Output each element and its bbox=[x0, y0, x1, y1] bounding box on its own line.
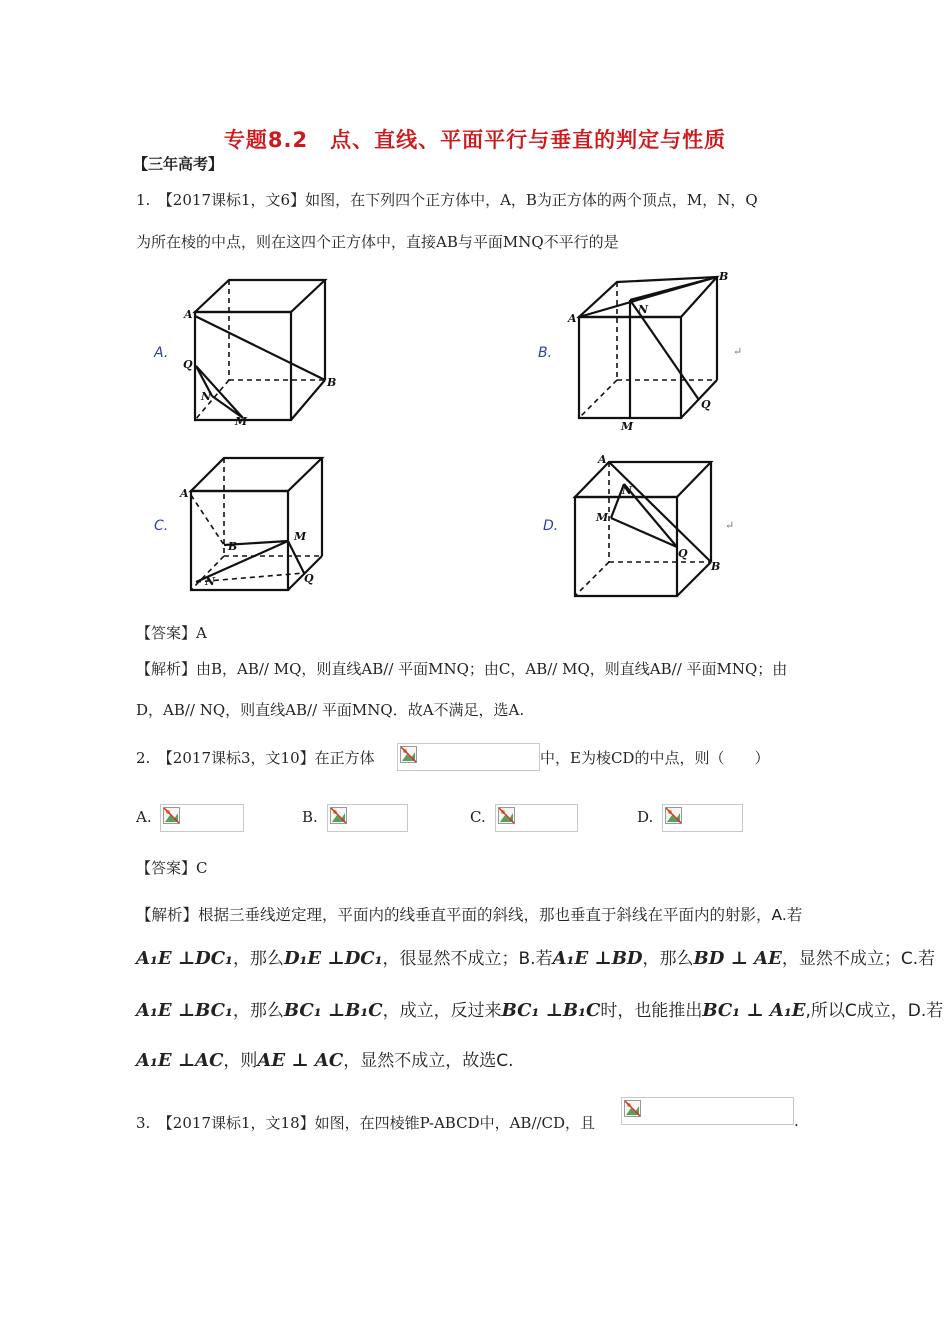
q2-analysis-line1: 【解析】根据三垂线逆定理，平面内的线垂直平面的斜线，那也垂直于斜线在平面内的射影，A.若 bbox=[136, 906, 803, 924]
math-expression: BC₁ ⊥B₁C bbox=[501, 1000, 601, 1021]
q1-option-d: D. bbox=[543, 518, 559, 534]
cube-b-label-q: Q bbox=[701, 398, 711, 411]
math-expression: BC₁ ⊥B₁C bbox=[283, 1000, 383, 1021]
missing-image-cube-name bbox=[397, 743, 540, 771]
q2-analysis-line4 bbox=[136, 1046, 514, 1071]
q1-option-a: A. bbox=[154, 345, 169, 361]
q1-analysis-line1: 【解析】由B，AB// MQ，则直线AB// 平面MNQ；由C，AB// MQ，则直线AB// 平面MNQ；由 bbox=[136, 660, 788, 678]
text-run: ，则 bbox=[223, 1051, 258, 1071]
math-expression: D₁E ⊥DC₁ bbox=[283, 948, 383, 969]
section-heading: 【三年高考】 bbox=[133, 155, 224, 173]
text-run: 时，也能推出 bbox=[600, 1001, 703, 1021]
missing-image-q3-condition bbox=[621, 1097, 794, 1125]
cube-a-label-m: M bbox=[235, 415, 248, 428]
text-run: ，那么 bbox=[232, 1001, 284, 1021]
cube-d-label-b: B bbox=[711, 560, 721, 573]
q1-analysis-line2: D，AB// NQ，则直线AB// 平面MNQ．故A不满足，选A. bbox=[136, 701, 525, 719]
cube-a-label-q: Q bbox=[183, 358, 193, 371]
return-mark: ↵ bbox=[733, 345, 743, 358]
cube-c-label-a: A bbox=[180, 487, 189, 500]
q2-stem-prefix: 2. 【2017课标3，文10】在正方体 bbox=[136, 749, 375, 767]
q3-stem-prefix: 3. 【2017课标1，文18】如图，在四棱锥P-ABCD中，AB//CD，且 bbox=[136, 1114, 596, 1132]
q2-answer: 【答案】C bbox=[136, 859, 208, 877]
q2-analysis-line3 bbox=[136, 996, 943, 1021]
cube-figure-d bbox=[0, 0, 950, 644]
broken-image-icon bbox=[498, 807, 515, 824]
text-run: ，那么 bbox=[232, 949, 284, 969]
q1-option-b: B. bbox=[538, 345, 553, 361]
q2-option-c: C. bbox=[470, 808, 486, 826]
page-title: 专题8.2 点、直线、平面平行与垂直的判定与性质 bbox=[223, 128, 727, 152]
math-expression: A₁E ⊥BD bbox=[552, 948, 643, 969]
text-run: ，很显然不成立；B.若 bbox=[382, 949, 553, 969]
cube-c-label-q: Q bbox=[304, 572, 314, 585]
q1-line1: 1. 【2017课标1，文6】如图，在下列四个正方体中，A，B为正方体的两个顶点，M，N，Q bbox=[136, 191, 758, 209]
broken-image-icon bbox=[330, 807, 347, 824]
text-run: ，成立，反过来 bbox=[382, 1001, 502, 1021]
q2-analysis-line2 bbox=[136, 944, 935, 969]
missing-image-option-a bbox=[160, 804, 244, 832]
text-run: ,所以C成立，D.若 bbox=[805, 1001, 944, 1021]
broken-image-icon bbox=[624, 1100, 641, 1117]
cube-c-label-m: M bbox=[294, 530, 307, 543]
return-mark: ↵ bbox=[725, 519, 735, 532]
q2-option-d: D. bbox=[637, 808, 654, 826]
missing-image-option-b bbox=[327, 804, 408, 832]
cube-a-label-n: N bbox=[201, 390, 212, 403]
cube-b-label-n: N bbox=[638, 303, 649, 316]
cube-b-label-a: A bbox=[568, 312, 577, 325]
cube-d-label-a: A bbox=[598, 453, 607, 466]
q3-stem-suffix: . bbox=[794, 1112, 799, 1130]
q2-option-a: A. bbox=[136, 808, 152, 826]
q1-answer: 【答案】A bbox=[136, 624, 207, 642]
q1-option-c: C. bbox=[154, 518, 169, 534]
math-expression: A₁E ⊥AC bbox=[136, 1050, 224, 1071]
cube-c-label-n: N bbox=[205, 575, 216, 588]
cube-d-label-q: Q bbox=[678, 547, 688, 560]
cube-b-label-b: B bbox=[719, 270, 729, 283]
text-run: ，显然不成立；C.若 bbox=[781, 949, 936, 969]
math-expression: AE ⊥ AC bbox=[257, 1050, 344, 1071]
text-run: ，那么 bbox=[642, 949, 694, 969]
broken-image-icon bbox=[665, 807, 682, 824]
math-expression: BC₁ ⊥ A₁E bbox=[702, 1000, 806, 1021]
cube-c-label-b: B bbox=[228, 540, 238, 553]
cube-b-label-m: M bbox=[621, 420, 634, 433]
missing-image-option-d bbox=[662, 804, 743, 832]
broken-image-icon bbox=[400, 746, 417, 763]
cube-d-label-n: N bbox=[622, 484, 633, 497]
math-expression: BD ⊥ AE bbox=[693, 948, 782, 969]
math-expression: A₁E ⊥DC₁ bbox=[136, 948, 233, 969]
cube-a-label-b: B bbox=[327, 376, 337, 389]
missing-image-option-c bbox=[495, 804, 578, 832]
broken-image-icon bbox=[163, 807, 180, 824]
q2-stem-suffix: 中，E为棱CD的中点，则（ ） bbox=[540, 749, 770, 767]
q1-line2: 为所在棱的中点，则在这四个正方体中，直接AB与平面MNQ不平行的是 bbox=[136, 233, 619, 251]
cube-d-label-m: M bbox=[596, 511, 609, 524]
text-run: ，显然不成立，故选C. bbox=[343, 1051, 514, 1071]
cube-a-label-a: A bbox=[184, 308, 193, 321]
math-expression: A₁E ⊥BC₁ bbox=[136, 1000, 233, 1021]
q2-option-b: B. bbox=[302, 808, 318, 826]
